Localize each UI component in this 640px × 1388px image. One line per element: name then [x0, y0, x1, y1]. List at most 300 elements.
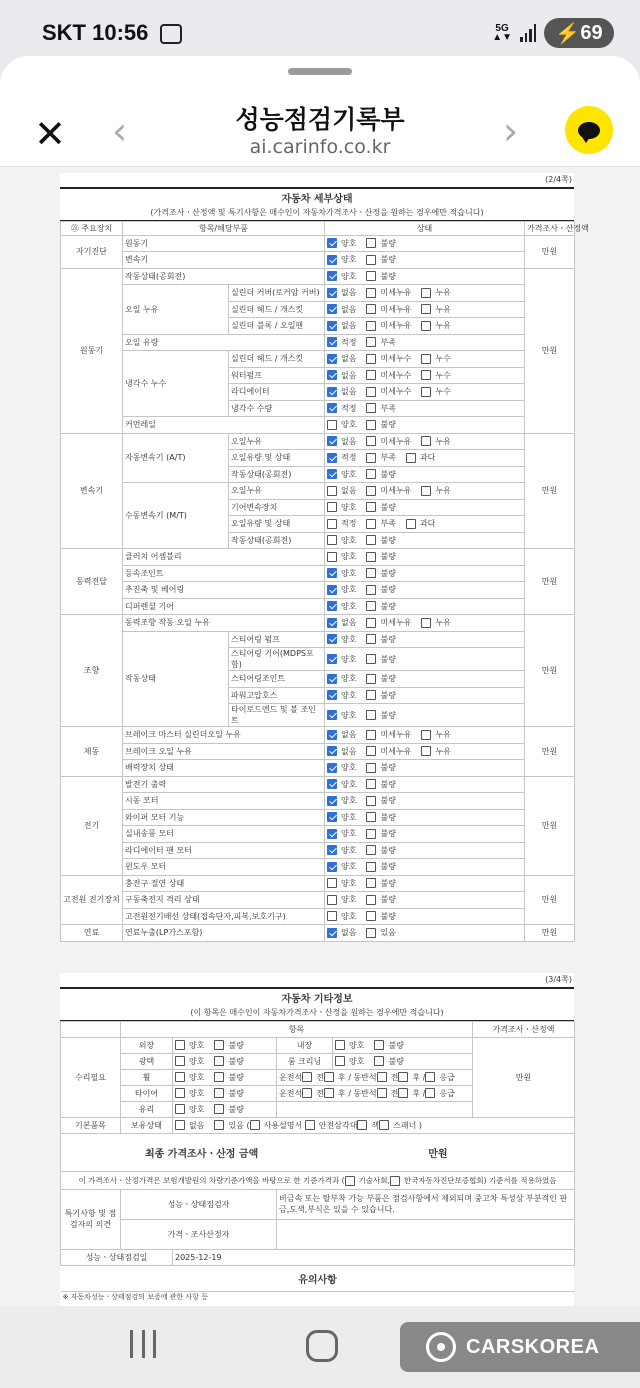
checkbox[interactable] [327, 288, 337, 298]
col-major-device: ㉑ 주요장치 [61, 221, 123, 235]
item-name: 작동상태(공회전) [123, 268, 325, 285]
checkbox[interactable] [374, 1056, 384, 1066]
status-cell [325, 565, 525, 582]
checkbox[interactable] [327, 255, 337, 265]
screenshot-icon [160, 24, 182, 44]
status-option: 없음 [341, 746, 357, 756]
table-row [61, 793, 575, 810]
checkbox[interactable] [302, 1088, 312, 1098]
checkbox[interactable] [366, 601, 376, 611]
status-option: 누유 [435, 321, 451, 331]
status-cell [325, 776, 525, 793]
checkbox[interactable] [327, 862, 337, 872]
back-arrow-icon[interactable]: ‹ [112, 109, 128, 153]
table-row [61, 631, 575, 648]
table-row [61, 252, 575, 269]
checkbox[interactable] [366, 387, 376, 397]
checkbox[interactable] [366, 878, 376, 888]
checkbox[interactable] [398, 1072, 408, 1082]
checkbox[interactable] [366, 255, 376, 265]
checkbox[interactable] [175, 1072, 185, 1082]
checkbox[interactable] [421, 354, 431, 364]
checkbox[interactable] [366, 829, 376, 839]
kakaotalk-share-button[interactable] [565, 106, 613, 154]
status-option: 불량 [380, 812, 396, 822]
table-row [61, 598, 575, 615]
close-icon[interactable]: ✕ [34, 112, 66, 156]
part-name: 오일누유 [229, 433, 325, 450]
checkbox[interactable] [305, 1120, 315, 1130]
checkbox[interactable] [345, 1176, 355, 1186]
item-name: 원동기 [123, 235, 325, 252]
checkbox[interactable] [327, 535, 337, 545]
checkbox[interactable] [366, 354, 376, 364]
status-option: 불량 [380, 796, 396, 806]
item-name: 발전기 출력 [123, 776, 325, 793]
checkbox[interactable] [366, 304, 376, 314]
checkbox[interactable] [406, 453, 416, 463]
major-device: 자기진단 [61, 235, 123, 268]
status-cell [325, 301, 525, 318]
status-cell [325, 648, 525, 671]
checkbox[interactable] [406, 519, 416, 529]
status-option: 없음 [341, 387, 357, 397]
part-name: 실린더 헤드 / 개스킷 [229, 301, 325, 318]
clock: 10:56 [92, 20, 149, 45]
network-label: 5G ▲▼ [492, 23, 512, 43]
status-option: 불량 [380, 878, 396, 888]
checkbox[interactable] [327, 370, 337, 380]
status-option: 양호 [341, 634, 357, 644]
home-button[interactable] [306, 1330, 338, 1362]
status-option: 양호 [341, 271, 357, 281]
item-exterior: 외장 [121, 1037, 173, 1053]
checkbox[interactable] [366, 730, 376, 740]
table-row [61, 809, 575, 826]
checkbox[interactable] [327, 845, 337, 855]
checkbox[interactable] [335, 1040, 345, 1050]
checkbox[interactable] [327, 812, 337, 822]
status-cell [325, 727, 525, 744]
table-row [61, 842, 575, 859]
status-option: 불량 [380, 585, 396, 595]
checkbox[interactable] [366, 845, 376, 855]
table-row [61, 743, 575, 760]
checkbox[interactable] [327, 690, 337, 700]
checkbox[interactable] [327, 634, 337, 644]
checkbox[interactable] [214, 1088, 224, 1098]
checkbox[interactable] [366, 654, 376, 664]
checkbox[interactable] [421, 730, 431, 740]
table-row [61, 334, 575, 351]
status-cell [325, 859, 525, 876]
status-option: 부족 [380, 337, 396, 347]
inspection-date: 2025-12-19 [173, 1249, 575, 1265]
status-option: 불량 [380, 690, 396, 700]
checkbox[interactable] [366, 710, 376, 720]
battery-icon: ⚡ 69 [544, 18, 614, 48]
checkbox[interactable] [366, 502, 376, 512]
status-option: 불량 [380, 654, 396, 664]
checkbox[interactable] [366, 469, 376, 479]
checkbox[interactable] [327, 337, 337, 347]
checkbox[interactable] [324, 1088, 334, 1098]
checkbox[interactable] [327, 420, 337, 430]
checkbox[interactable] [366, 436, 376, 446]
checkbox[interactable] [175, 1088, 185, 1098]
price-cell: 만원 [525, 776, 575, 875]
status-cell [325, 582, 525, 599]
checkbox[interactable] [366, 634, 376, 644]
checkbox[interactable] [175, 1104, 185, 1114]
checkbox[interactable] [421, 370, 431, 380]
checkbox[interactable] [175, 1120, 185, 1130]
checkbox[interactable] [327, 304, 337, 314]
status-cell [325, 908, 525, 925]
status-cell [325, 743, 525, 760]
part-name: 기어변속장치 [229, 499, 325, 516]
checkbox[interactable] [327, 746, 337, 756]
detail-table [60, 221, 589, 942]
bottom-sheet [0, 56, 640, 1306]
checkbox[interactable] [366, 486, 376, 496]
checkbox[interactable] [366, 403, 376, 413]
checkbox[interactable] [366, 779, 376, 789]
status-cell [325, 384, 525, 401]
status-cell [325, 334, 525, 351]
status-option: 양호 [341, 690, 357, 700]
checkbox[interactable] [421, 304, 431, 314]
status-option: 불량 [380, 552, 396, 562]
status-option: 불량 [380, 502, 396, 512]
table-row [61, 285, 575, 302]
status-option: 없음 [341, 370, 357, 380]
checkbox[interactable] [335, 1056, 345, 1066]
status-option: 양호 [341, 502, 357, 512]
checkbox[interactable] [366, 763, 376, 773]
status-cell [325, 615, 525, 632]
table-row [61, 235, 575, 252]
item-name: 충전구 절연 상태 [123, 875, 325, 892]
special-notes-label: 특기사항 및 점검자의 의견 [61, 1189, 121, 1249]
part-name: 파워고압호스 [229, 687, 325, 704]
checkbox[interactable] [379, 1120, 389, 1130]
item-name: 브레이크 오일 누유 [123, 743, 325, 760]
checkbox[interactable] [421, 288, 431, 298]
checkbox[interactable] [327, 436, 337, 446]
checkbox[interactable] [327, 796, 337, 806]
chat-bubble-icon [578, 122, 600, 139]
checkbox[interactable] [327, 928, 337, 938]
checkbox[interactable] [327, 453, 337, 463]
part-name: 타이로드엔드 및 볼 조인트 [229, 704, 325, 727]
checkbox[interactable] [327, 730, 337, 740]
repair-price: 만원 [473, 1037, 575, 1117]
checkbox[interactable] [327, 502, 337, 512]
price-cell: 만원 [525, 433, 575, 549]
checkbox[interactable] [327, 238, 337, 248]
status-option: 과다 [419, 519, 436, 529]
status-cell [325, 809, 525, 826]
status-option: 불량 [380, 634, 396, 644]
part-name: 실린더 헤드 / 개스킷 [229, 351, 325, 368]
checkbox[interactable] [327, 878, 337, 888]
checkbox[interactable] [327, 829, 337, 839]
checkbox[interactable] [377, 1072, 387, 1082]
status-option: 불량 [380, 829, 396, 839]
checkbox[interactable] [327, 354, 337, 364]
status-option: 부족 [380, 403, 396, 413]
table-row [61, 433, 575, 450]
checkbox[interactable] [214, 1120, 224, 1130]
checkbox[interactable] [366, 420, 376, 430]
status-option: 누수 [435, 387, 451, 397]
status-option: 양호 [341, 763, 357, 773]
status-option: 양호 [341, 469, 357, 479]
status-option: 부족 [380, 453, 396, 463]
status-cell [325, 268, 525, 285]
col-price: 가격조사ㆍ산정액 [525, 221, 575, 235]
section-subtitle: (이 항목은 매수인이 자동차가격조사ㆍ산정을 원하는 경우에만 적습니다) [60, 1006, 574, 1020]
checkbox[interactable] [214, 1040, 224, 1050]
checkbox[interactable] [357, 1120, 367, 1130]
status-cell [325, 499, 525, 516]
item-name: 커먼레일 [123, 417, 325, 434]
signal-icon [520, 24, 536, 42]
checkbox[interactable] [175, 1040, 185, 1050]
checkbox[interactable] [175, 1056, 185, 1066]
carskorea-badge[interactable] [400, 1322, 640, 1372]
part-name: 실린더 커버(로커암 커버) [229, 285, 325, 302]
status-option: 없음 [341, 928, 357, 938]
table-row [61, 615, 575, 632]
checkbox[interactable] [366, 796, 376, 806]
section-title: 자동차 세부상태 [60, 188, 574, 206]
checkbox[interactable] [250, 1120, 260, 1130]
table-row [61, 549, 575, 566]
basic-status: 보유상태 [121, 1117, 173, 1133]
checkbox[interactable] [366, 690, 376, 700]
status-option: 양호 [341, 585, 357, 595]
checkbox[interactable] [327, 403, 337, 413]
checkbox[interactable] [327, 674, 337, 684]
checkbox[interactable] [366, 552, 376, 562]
sheet-drag-handle[interactable] [288, 68, 352, 75]
forward-arrow-icon[interactable]: › [503, 109, 519, 153]
status-option: 불량 [380, 763, 396, 773]
checkbox[interactable] [327, 321, 337, 331]
checkbox[interactable] [214, 1104, 224, 1114]
checkbox[interactable] [366, 928, 376, 938]
checkbox[interactable] [366, 321, 376, 331]
checkbox[interactable] [327, 469, 337, 479]
checkbox[interactable] [366, 271, 376, 281]
checkbox[interactable] [366, 585, 376, 595]
item-name: 구동축전지 격리 상태 [123, 892, 325, 909]
checkbox[interactable] [366, 535, 376, 545]
checkbox[interactable] [214, 1072, 224, 1082]
checkbox[interactable] [214, 1056, 224, 1066]
table-row [61, 727, 575, 744]
status-cell [325, 235, 525, 252]
checkbox[interactable] [327, 568, 337, 578]
item-name: 추진축 및 베어링 [123, 582, 325, 599]
checkbox[interactable] [425, 1088, 435, 1098]
table-row [61, 892, 575, 909]
status-option: 양호 [341, 845, 357, 855]
checkbox[interactable] [398, 1088, 408, 1098]
col-item: 항목 [121, 1021, 473, 1037]
checkbox[interactable] [324, 1072, 334, 1082]
status-option: 불량 [380, 420, 396, 430]
status-option: 미세누수 [380, 387, 412, 397]
status-cell [325, 793, 525, 810]
checkbox[interactable] [366, 618, 376, 628]
status-cell [325, 516, 525, 533]
etc-table: 항목 가격조사ㆍ산정액 수리필요 외장 양호 불량 내장 양호 불량 만원 광택 양호 불량 룸 크리닝 양호 불량 휠 양호 불량 운전석 전 후 / 동반석 전 후 / 응급 타이어 양호 불량 운전석 전 후 / 동반석 전 후 / 응급 유리 양호 불량 기본품목 보유상태 없음 있음 ( 사용설명서 안전삼각대 잭 스패너 ) 최종 가격조사ㆍ산정 금액 만원 이 가격조사ㆍ산정가격은 보험개발원의 차량기준가액을 바탕으로 한 기준가격과 ( 기술사회, 한국자동차진단보증협회) 기준서를 적용하였음 특기사항 및 점검자의 의견 성능ㆍ상태점검자 비금속 또는 탈부착 가능 부품은 점검사항에서 제외되며 중고차 특성상 부분적인 판금,도색,부식은 있을 수 있습니다. 가격ㆍ조사산정자 성능ㆍ상태점검일 2025-12-19 유의사항 ※ 자동차성능ㆍ상태점검의 보증에 관한 사항 등 [60, 1021, 575, 1304]
checkbox[interactable] [327, 486, 337, 496]
item-name: 고전원전기배선 상태(접속단자,피복,보호기구) [123, 908, 325, 925]
checkbox[interactable] [366, 674, 376, 684]
status-option: 누유 [435, 288, 451, 298]
item-name: 디퍼렌셜 기어 [123, 598, 325, 615]
price-cell: 만원 [525, 727, 575, 777]
status-option: 미세누수 [380, 354, 412, 364]
checkbox[interactable] [327, 779, 337, 789]
table-row [61, 351, 575, 368]
checkbox[interactable] [327, 585, 337, 595]
status-option: 양호 [341, 420, 357, 430]
checkbox[interactable] [327, 710, 337, 720]
checkbox[interactable] [425, 1072, 435, 1082]
table-row [61, 925, 575, 942]
status-option: 불량 [380, 710, 396, 720]
page-2 [60, 173, 589, 942]
price-cell: 만원 [525, 268, 575, 433]
status-option: 미세누유 [380, 321, 412, 331]
status-cell [325, 285, 525, 302]
major-device: 변속기 [61, 433, 123, 549]
item-name: 자동변속기 (A/T) [123, 433, 229, 483]
status-option: 불량 [380, 845, 396, 855]
status-cell [325, 318, 525, 335]
checkbox[interactable] [421, 321, 431, 331]
checkbox[interactable] [327, 895, 337, 905]
status-option: 양호 [341, 535, 357, 545]
status-cell [325, 598, 525, 615]
checkbox[interactable] [421, 436, 431, 446]
checkbox[interactable] [366, 568, 376, 578]
checkbox[interactable] [390, 1176, 400, 1186]
checkbox[interactable] [366, 288, 376, 298]
status-option: 양호 [341, 654, 357, 664]
recent-apps-button[interactable] [130, 1330, 156, 1360]
carrier: SKT [42, 20, 86, 45]
checkbox[interactable] [327, 387, 337, 397]
checkbox[interactable] [421, 387, 431, 397]
status-option: 양호 [341, 238, 357, 248]
etc-header [60, 987, 574, 1021]
status-option: 불량 [380, 535, 396, 545]
status-option: 누유 [435, 618, 451, 628]
item-interior: 내장 [277, 1037, 333, 1053]
checkbox[interactable] [327, 654, 337, 664]
status-option: 불량 [380, 238, 396, 248]
sheet-url: ai.carinfo.co.kr [249, 136, 391, 158]
item-name: 배력장치 상태 [123, 760, 325, 777]
checkbox[interactable] [366, 812, 376, 822]
inspector-opinion: 비금속 또는 탈부착 가능 부품은 점검사항에서 제외되며 중고차 특성상 부분적인 판금,도색,부식은 있을 수 있습니다. [277, 1189, 575, 1219]
document-viewer[interactable] [0, 166, 640, 1306]
status-cell [325, 367, 525, 384]
item-name: 변속기 [123, 252, 325, 269]
status-option: 없음 [341, 304, 357, 314]
checkbox[interactable] [327, 271, 337, 281]
part-name: 작동상태(공회전) [229, 466, 325, 483]
status-option: 미세누유 [380, 730, 412, 740]
status-cell [325, 671, 525, 688]
status-option: 불량 [380, 255, 396, 265]
table-row [61, 826, 575, 843]
table-row [61, 483, 575, 500]
status-option: 양호 [341, 812, 357, 822]
checkbox[interactable] [327, 763, 337, 773]
item-wheel: 휠 [121, 1069, 173, 1085]
price-assessor-label: 가격ㆍ조사산정자 [121, 1219, 277, 1249]
checkbox[interactable] [374, 1040, 384, 1050]
checkbox[interactable] [421, 618, 431, 628]
status-option: 없음 [341, 321, 357, 331]
status-cell [325, 252, 525, 269]
checkbox[interactable] [366, 862, 376, 872]
repair-label: 수리필요 [61, 1037, 121, 1117]
status-cell [325, 842, 525, 859]
checkbox[interactable] [366, 519, 376, 529]
status-option: 불량 [380, 674, 396, 684]
checkbox[interactable] [366, 238, 376, 248]
checkbox[interactable] [327, 618, 337, 628]
item-name: 연료누출(LP가스포함) [123, 925, 325, 942]
table-row [61, 859, 575, 876]
checkbox[interactable] [366, 911, 376, 921]
checkbox[interactable] [327, 552, 337, 562]
checkbox[interactable] [327, 601, 337, 611]
status-option: 미세누유 [380, 746, 412, 756]
inspection-date-label: 성능ㆍ상태점검일 [61, 1249, 173, 1265]
status-option: 미세누유 [380, 288, 412, 298]
part-name: 스티어링조인트 [229, 671, 325, 688]
status-cell [325, 892, 525, 909]
checkbox[interactable] [366, 895, 376, 905]
part-name: 오일유량 및 상태 [229, 516, 325, 533]
status-option: 불량 [380, 568, 396, 578]
checkbox[interactable] [302, 1072, 312, 1082]
part-name: 실린더 블록 / 오일팬 [229, 318, 325, 335]
checkbox[interactable] [327, 911, 337, 921]
item-tire: 타이어 [121, 1085, 173, 1101]
status-option: 누수 [435, 370, 451, 380]
page-number: (2/4쪽) [545, 175, 572, 184]
checkbox[interactable] [327, 519, 337, 529]
checkbox[interactable] [366, 370, 376, 380]
checkbox[interactable] [421, 486, 431, 496]
checkbox[interactable] [377, 1088, 387, 1098]
status-option: 불량 [380, 469, 396, 479]
checkbox[interactable] [366, 337, 376, 347]
checkbox[interactable] [421, 746, 431, 756]
checkbox[interactable] [366, 746, 376, 756]
checkbox[interactable] [366, 453, 376, 463]
